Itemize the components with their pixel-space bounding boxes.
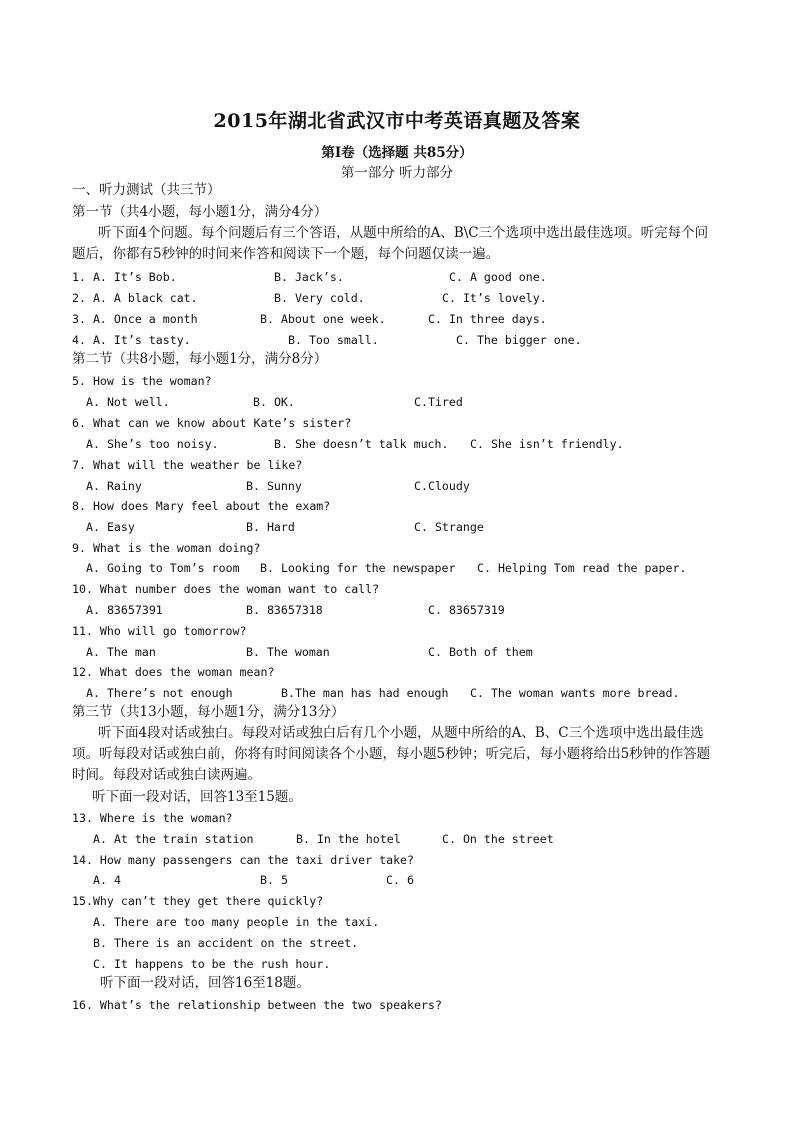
q14-option-a: A. 4: [93, 873, 121, 887]
q13-stem: 13. Where is the woman?: [72, 811, 233, 825]
q14-stem: 14. How many passengers can the taxi driver take?: [72, 853, 415, 867]
q9-option-a: A. Going to Tom’s room: [86, 561, 240, 575]
part-heading: 第一部分 听力部分: [340, 165, 454, 181]
q7-option-b: B. Sunny: [246, 479, 302, 493]
q4-option-a: 4. A. It’s tasty.: [72, 333, 191, 347]
q5-stem: 5. How is the woman?: [72, 374, 212, 388]
q2-option-c: C. It’s lovely.: [442, 291, 547, 305]
q8-option-a: A. Easy: [86, 520, 135, 534]
q6-option-c: C. She isn’t friendly.: [470, 437, 624, 451]
q1-option-a: 1. A. It’s Bob.: [72, 270, 177, 284]
q2-option-b: B. Very cold.: [274, 291, 365, 305]
q8-option-c: C. Strange: [414, 520, 484, 534]
sec3-instruction: 听下面4段对话或独白。每段对话或独白后有几个小题，从题中所给的A、B、C三个选项中选出最佳选项。听每段对话或独白前，你将有时间阅读各个小题，每小题5秒钟；听完后，每小题将给出5秒钟的作答题时间。每段对话或独白读两遍。: [72, 725, 711, 783]
q12-option-c: C. The woman wants more bread.: [470, 686, 680, 700]
q4-option-c: C. The bigger one.: [456, 333, 582, 347]
q10-option-b: B. 83657318: [246, 603, 323, 617]
q13-option-b: B. In the hotel: [296, 832, 401, 846]
q13-option-a: A. At the train station: [93, 832, 254, 846]
sec3-lead-2: 听下面一段对话，回答16至18题。: [100, 975, 310, 991]
q7-option-a: A. Rainy: [86, 479, 142, 493]
q9-option-c: C. Helping Tom read the paper.: [477, 561, 687, 575]
q3-option-b: B. About one week.: [260, 312, 386, 326]
q8-stem: 8. How does Mary feel about the exam?: [72, 499, 331, 513]
q6-stem: 6. What can we know about Kate’s sister?: [72, 416, 352, 430]
q5-option-b: B. OK.: [253, 395, 295, 409]
sec2-heading: 第二节（共8小题，每小题1分，满分8分）: [72, 351, 328, 367]
q15-option-b: B. There is an accident on the street.: [93, 936, 359, 950]
sec3-heading: 第三节（共13小题，每小题1分，满分13分）: [72, 704, 345, 720]
q3-option-c: C. In three days.: [428, 312, 547, 326]
q3-option-a: 3. A. Once a month: [72, 312, 198, 326]
q15-option-a: A. There are too many people in the taxi.: [93, 915, 380, 929]
q9-option-b: B. Looking for the newspaper: [260, 561, 456, 575]
q1-option-c: C. A good one.: [449, 270, 547, 284]
q14-option-b: B. 5: [260, 873, 288, 887]
q9-stem: 9. What is the woman doing?: [72, 541, 261, 555]
q1-option-b: B. Jack’s.: [274, 270, 344, 284]
q8-option-b: B. Hard: [246, 520, 295, 534]
q6-option-b: B. She doesn’t talk much.: [274, 437, 449, 451]
sec1-instruction: 听下面4个问题。每个问题后有三个答语，从题中所给的A、B\C三个选项中选出最佳选项。听完每个问题后，你都有5秒钟的时间来作答和阅读下一个题，每个问题仅读一遍。: [72, 225, 709, 262]
q15-option-c: C. It happens to be the rush hour.: [93, 957, 331, 971]
document-title: 2015年湖北省武汉市中考英语真题及答案: [213, 110, 581, 132]
q12-option-a: A. There’s not enough: [86, 686, 233, 700]
q14-option-c: C. 6: [386, 873, 414, 887]
q16-stem: 16. What’s the relationship between the two speakers?: [72, 998, 442, 1012]
q10-option-c: C. 83657319: [428, 603, 505, 617]
q11-option-c: C. Both of them: [428, 645, 533, 659]
q4-option-b: B. Too small.: [288, 333, 379, 347]
volume-heading: 第Ⅰ卷（选择题 共85分）: [321, 145, 473, 161]
section-main-heading: 一、听力测试（共三节）: [72, 182, 221, 198]
q7-stem: 7. What will the weather be like?: [72, 458, 303, 472]
q7-option-c: C.Cloudy: [414, 479, 470, 493]
sec3-lead-1: 听下面一段对话，回答13至15题。: [92, 789, 302, 805]
sec1-heading: 第一节（共4小题，每小题1分，满分4分）: [72, 204, 328, 220]
q15-stem: 15.Why can’t they get there quickly?: [72, 894, 324, 908]
q10-stem: 10. What number does the woman want to call?: [72, 582, 380, 596]
q12-option-b: B.The man has had enough: [281, 686, 449, 700]
q5-option-a: A. Not well.: [86, 395, 170, 409]
q6-option-a: A. She’s too noisy.: [86, 437, 219, 451]
q12-stem: 12. What does the woman mean?: [72, 665, 275, 679]
q11-option-a: A. The man: [86, 645, 156, 659]
q13-option-c: C. On the street: [442, 832, 554, 846]
q10-option-a: A. 83657391: [86, 603, 163, 617]
q5-option-c: C.Tired: [414, 395, 463, 409]
q11-stem: 11. Who will go tomorrow?: [72, 624, 247, 638]
q2-option-a: 2. A. A black cat.: [72, 291, 198, 305]
q11-option-b: B. The woman: [246, 645, 330, 659]
